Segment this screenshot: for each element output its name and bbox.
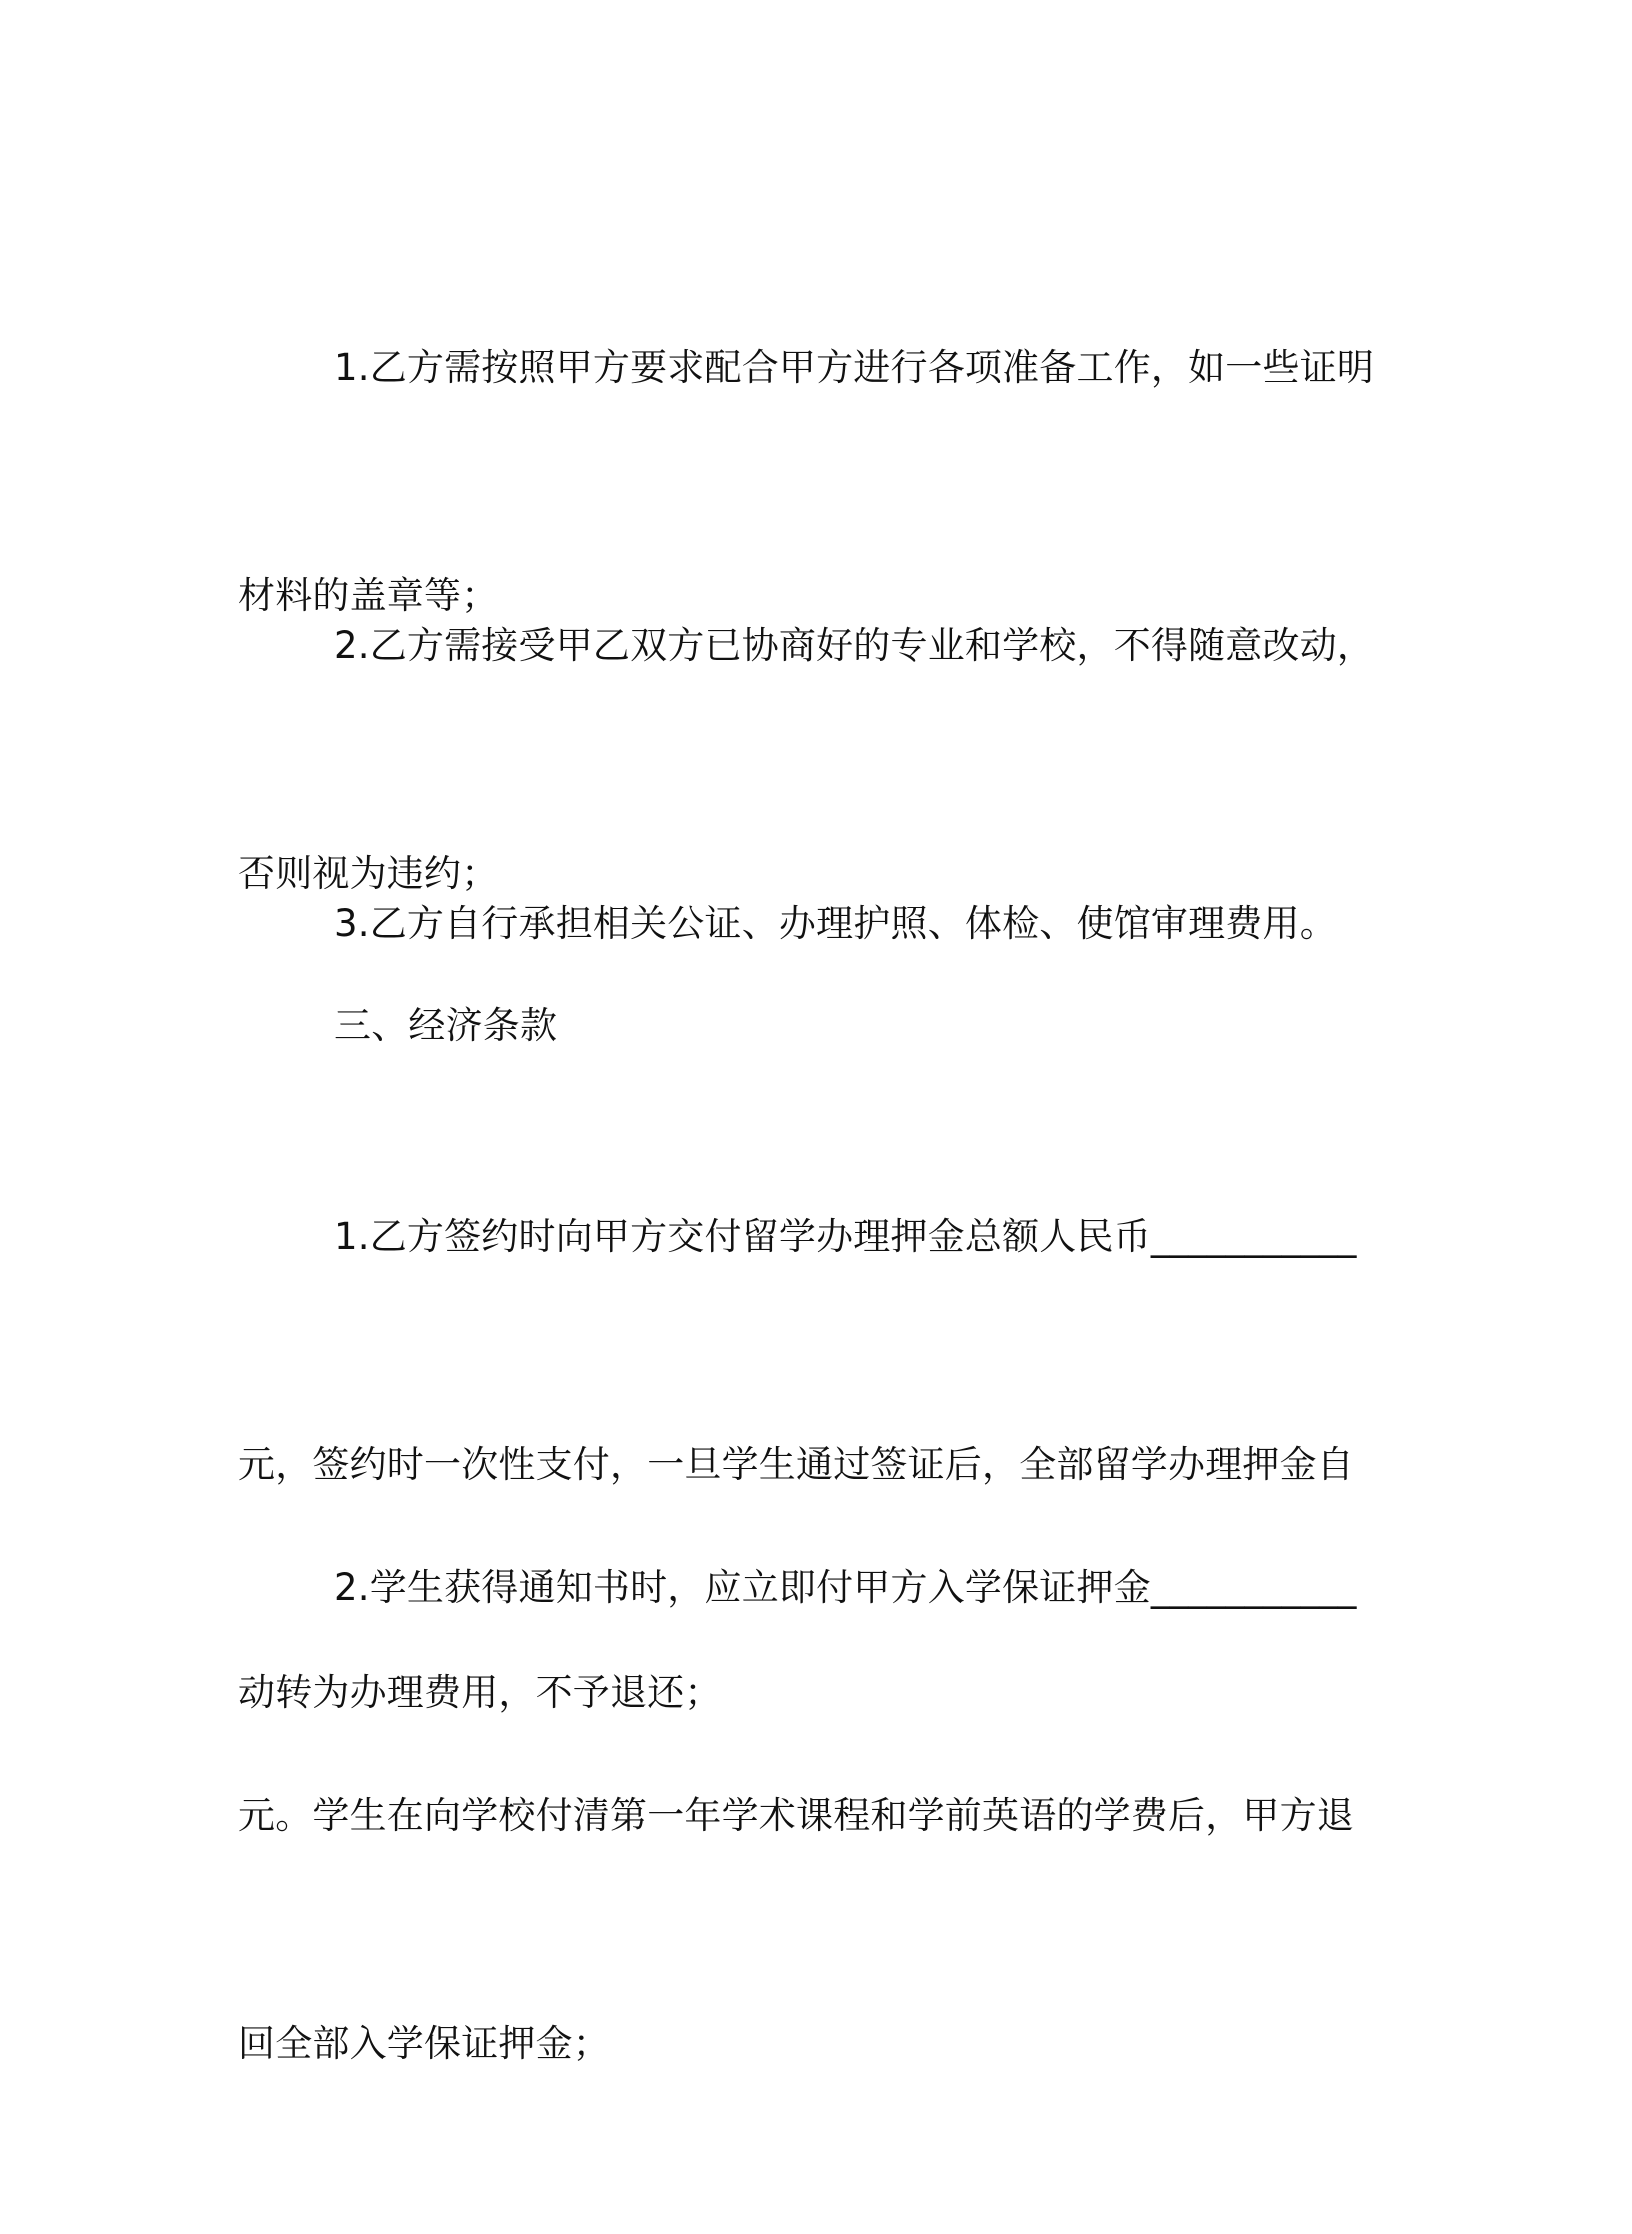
clause-2-3-line-1: 3.乙方自行承担相关公证、办理护照、体检、使馆审理费用。 [334,902,1337,945]
clause-2-1-line-1: 1.乙方需按照甲方要求配合甲方进行各项准备工作，如一些证明 [334,346,1375,389]
section-3-heading-text: 三、经济条款 [334,1004,558,1047]
clause-3-1-line-1: 1.乙方签约时向甲方交付留学办理押金总额人民币___________ [334,1215,1357,1258]
clause-3-2-line-2: 元。学生在向学校付清第一年学术课程和学前英语的学费后，甲方退 [238,1794,1354,1837]
clause-2-2-line-2: 否则视为违约； [238,852,499,895]
clause-3-2-line-3: 回全部入学保证押金； [238,2022,610,2065]
clause-2-2-line-1: 2.乙方需接受甲乙双方已协商好的专业和学校，不得随意改动， [334,624,1375,667]
clause-3-2-line-1: 2.学生获得通知书时，应立即付甲方入学保证押金___________ [334,1566,1357,1609]
clause-3-1-line-3: 动转为办理费用，不予退还； [238,1671,722,1714]
clause-2-1-line-2: 材料的盖章等； [238,574,499,617]
clause-3-1-line-2: 元，签约时一次性支付，一旦学生通过签证后，全部留学办理押金自 [238,1443,1354,1486]
clause-3-2 [238,1398,1378,2234]
